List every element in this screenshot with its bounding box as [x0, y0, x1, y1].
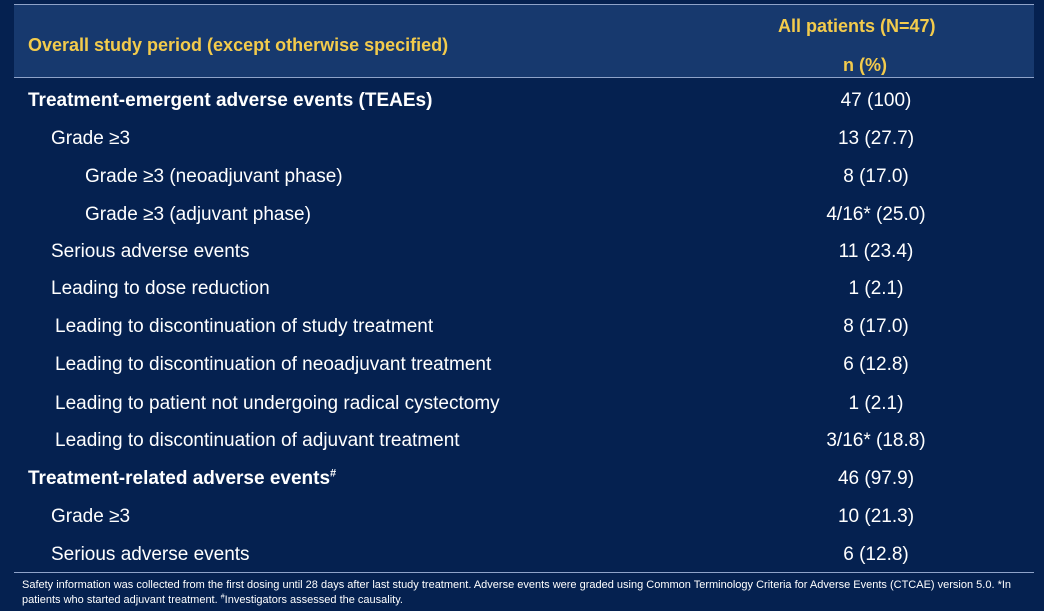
row-value: 1 (2.1) [848, 278, 904, 299]
table-row [0, 354, 1044, 392]
row-value: 3/16* (18.8) [826, 430, 926, 451]
row-label: Leading to dose reduction [51, 278, 270, 299]
row-label: Grade ≥3 [51, 128, 131, 149]
row-label: Leading to patient not undergoing radical cystectomy [55, 393, 500, 414]
footnote-text-end: Investigators assessed the causality. [224, 594, 403, 606]
header-column-unit: n (%) [843, 55, 887, 75]
table-row [0, 128, 1044, 166]
row-label: Grade ≥3 (neoadjuvant phase) [85, 166, 343, 187]
table-row [0, 278, 1044, 316]
row-label: Leading to discontinuation of study treatment [55, 316, 434, 337]
footnote-text: Safety information was collected from the first dosing until 28 days after last study treatment. Adverse events were graded using Common Terminology Criteria for Adverse Events (CTCAE) version 5.0. *In patients who started adjuvant treatment. [22, 579, 1012, 606]
row-value: 8 (17.0) [843, 166, 909, 187]
table-row [0, 204, 1044, 242]
row-label-text: Treatment-related adverse events [28, 468, 331, 489]
row-value: 13 (27.7) [837, 128, 915, 149]
row-label: Leading to discontinuation of adjuvant treatment [55, 430, 460, 451]
table-row [0, 241, 1044, 279]
row-value: 4/16* (25.0) [826, 204, 926, 225]
row-value: 10 (21.3) [837, 506, 915, 527]
row-value: 8 (17.0) [843, 316, 909, 337]
row-label: Leading to discontinuation of neoadjuvant treatment [55, 354, 492, 375]
table-row [0, 393, 1044, 431]
table-row [0, 430, 1044, 468]
row-label-superscript: # [330, 467, 337, 480]
row-label: Serious adverse events [51, 241, 250, 262]
table-row [0, 544, 1044, 582]
row-value: 46 (97.9) [837, 468, 915, 489]
table-row [0, 166, 1044, 204]
row-label [28, 468, 336, 490]
table-header-rule [14, 77, 1034, 78]
row-value: 1 (2.1) [848, 393, 904, 414]
row-value: 6 (12.8) [843, 354, 909, 375]
row-value: 11 (23.4) [838, 241, 914, 262]
header-left-label: Overall study period (except otherwise specified) [28, 35, 449, 55]
table-row [0, 468, 1044, 506]
row-label: Serious adverse events [51, 544, 250, 565]
row-label: Treatment-emergent adverse events (TEAEs) [28, 90, 433, 111]
row-value: 6 (12.8) [843, 544, 909, 565]
table-row [0, 316, 1044, 354]
table-bottom-rule [14, 572, 1034, 573]
table-row [0, 506, 1044, 544]
header-column-title: All patients (N=47) [778, 16, 936, 36]
footnote [22, 578, 1032, 608]
row-label: Grade ≥3 (adjuvant phase) [85, 204, 311, 225]
footnote-marker: # [220, 593, 225, 601]
row-label: Grade ≥3 [51, 506, 131, 527]
table-row [0, 90, 1044, 128]
row-value: 47 (100) [840, 90, 912, 111]
